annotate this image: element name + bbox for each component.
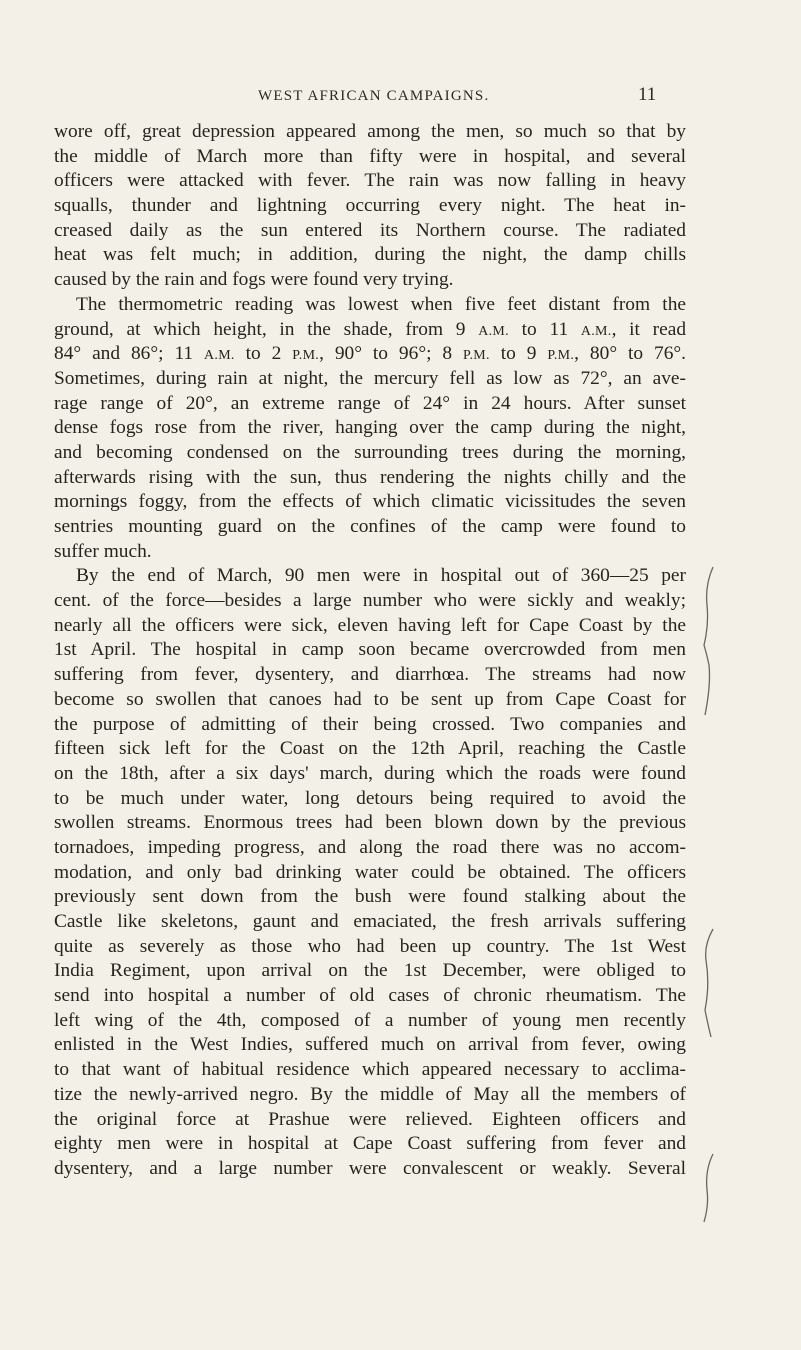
text-line: Sometimes, during rain at night, the mercury fell as low as 72°, an ave- bbox=[54, 367, 686, 389]
text-line: eighty men were in hospital at Cape Coast suffering from fever and bbox=[54, 1133, 686, 1155]
text-line: modation, and only bad drinking water could be obtained. The officers bbox=[54, 861, 686, 883]
text-line: become so swollen that canoes had to be sent up from Cape Coast for bbox=[54, 688, 686, 710]
text-line: dense fogs rose from the river, hanging over the camp during the night, bbox=[54, 417, 686, 439]
text-line: afterwards rising with the sun, thus rendering the nights chilly and the bbox=[54, 466, 686, 488]
text-line: enlisted in the West Indies, suffered much on arrival from fever, owing bbox=[54, 1034, 686, 1056]
text-line: The thermometric reading was lowest when five feet distant from the bbox=[76, 293, 686, 315]
margin-bracket-lower bbox=[701, 925, 717, 1085]
text-line: on the 18th, after a six days' march, during which the roads were found bbox=[54, 762, 686, 784]
text-line: 84° and 86°; 11 A.M. to 2 P.M., 90° to 96°; 8 P.M. to 9 P.M., 80° to 76°. bbox=[54, 343, 686, 365]
text-line: mornings foggy, from the effects of which climatic vicissitudes the seven bbox=[54, 491, 686, 513]
text-line: ground, at which height, in the shade, from 9 A.M. to 11 A.M., it read bbox=[54, 318, 687, 340]
text-line: squalls, thunder and lightning occurring every night. The heat in- bbox=[54, 195, 686, 217]
text-line: tornadoes, impeding progress, and along the road there was no accom- bbox=[54, 836, 686, 858]
body-text bbox=[54, 120, 686, 1182]
text-line: India Regiment, upon arrival on the 1st December, were obliged to bbox=[54, 960, 686, 982]
text-line: By the end of March, 90 men were in hospital out of 360—25 per bbox=[76, 565, 686, 587]
text-line: suffering from fever, dysentery, and diarrhœa. The streams had now bbox=[54, 664, 686, 686]
text-line: to that want of habitual residence which appeared necessary to acclima- bbox=[54, 1059, 686, 1081]
margin-bracket-upper bbox=[701, 565, 717, 725]
text-line: quite as severely as those who had been up country. The 1st West bbox=[54, 935, 686, 957]
text-line: previously sent down from the bush were found stalking about the bbox=[54, 886, 686, 908]
text-line: sentries mounting guard on the confines of the camp were found to bbox=[54, 516, 686, 537]
text-line: creased daily as the sun entered its Northern course. The radiated bbox=[54, 219, 686, 241]
running-head: WEST AFRICAN CAMPAIGNS. bbox=[258, 88, 490, 104]
text-line: and becoming condensed on the surrounding trees during the morning, bbox=[54, 441, 686, 463]
margin-bracket-bottom bbox=[701, 1150, 717, 1230]
text-line: Castle like skeletons, gaunt and emaciated, the fresh arrivals suffering bbox=[54, 911, 686, 932]
text-line: fifteen sick left for the Coast on the 12th April, reaching the Castle bbox=[54, 738, 686, 760]
text-line: dysentery, and a large number were convalescent or weakly. Several bbox=[54, 1157, 686, 1179]
text-line: nearly all the officers were sick, eleven having left for Cape Coast by the bbox=[54, 614, 686, 636]
text-line: heat was felt much; in addition, during the night, the damp chills bbox=[54, 244, 686, 266]
text-line: send into hospital a number of old cases of chronic rheumatism. The bbox=[54, 985, 686, 1007]
text-line: caused by the rain and fogs were found very trying. bbox=[54, 269, 454, 291]
text-line: the purpose of admitting of their being crossed. Two companies and bbox=[54, 713, 686, 735]
page-number: 11 bbox=[638, 84, 657, 105]
text-line: left wing of the 4th, composed of a number of young men recently bbox=[54, 1009, 686, 1031]
text-line: suffer much. bbox=[54, 540, 152, 562]
text-line: wore off, great depression appeared among the men, so much so that by bbox=[54, 121, 686, 142]
text-line: officers were attacked with fever. The rain was now falling in heavy bbox=[54, 170, 686, 192]
text-line: 1st April. The hospital in camp soon became overcrowded from men bbox=[54, 639, 686, 661]
text-line: the original force at Prashue were relieved. Eighteen officers and bbox=[54, 1108, 686, 1130]
text-line: to be much under water, long detours being required to avoid the bbox=[54, 787, 686, 809]
text-line: swollen streams. Enormous trees had been blown down by the previous bbox=[54, 812, 686, 834]
text-line: rage range of 20°, an extreme range of 24° in 24 hours. After sunset bbox=[54, 392, 686, 414]
text-line: cent. of the force—besides a large number who were sickly and weakly; bbox=[54, 590, 686, 612]
text-line: tize the newly-arrived negro. By the middle of May all the members of bbox=[54, 1083, 686, 1105]
text-line: the middle of March more than fifty were in hospital, and several bbox=[54, 145, 686, 167]
